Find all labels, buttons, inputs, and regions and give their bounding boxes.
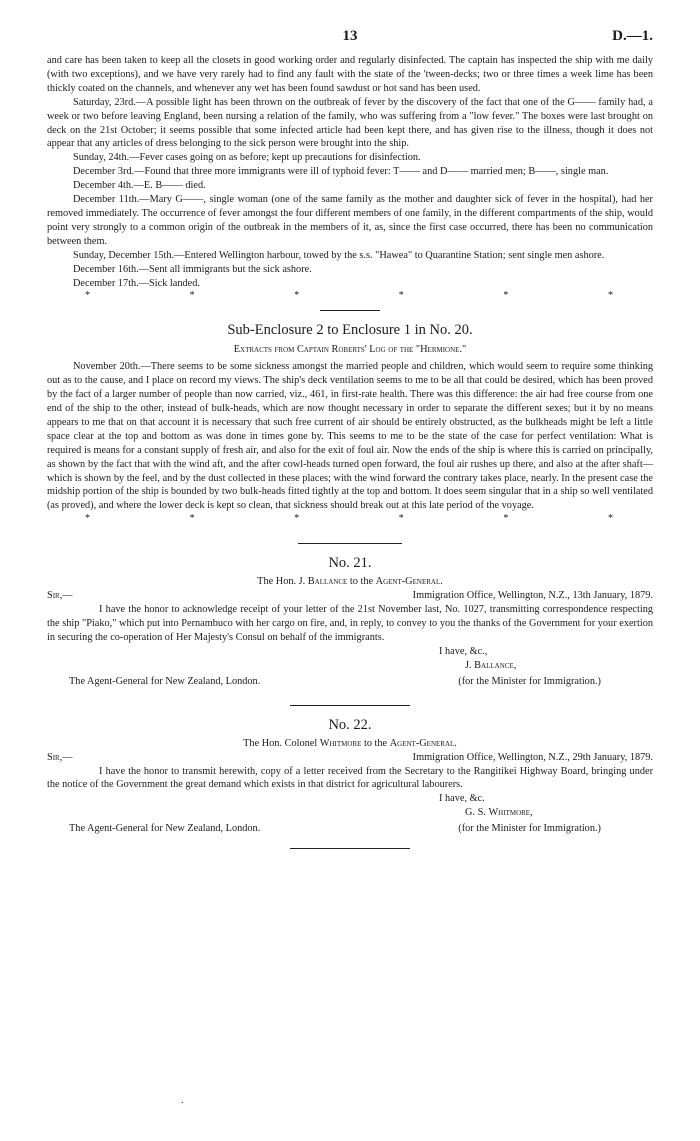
letter-number: No. 21. — [328, 555, 372, 572]
recipient-line — [47, 822, 653, 836]
letter-body: I have the honor to acknowledge receipt of your letter of the 21st November last, No. 1027, transmitting correspondence respecting the ship "Piako," which put into Pernambuco with her cargo on fire, and, in reply, to convey to you the thanks of the Government for your exertion in securing the co-operation of Her Majesty's Consul on behalf of the immigrants. — [47, 604, 653, 643]
footer-mark: . — [181, 1095, 184, 1106]
document-reference: D.—1. — [612, 28, 653, 44]
letter-title: The Hon. J. Ballance to the Agent-General. — [257, 576, 443, 588]
diary-paragraph: December 16th.—Sent all immigrants but the sick ashore. — [73, 263, 312, 275]
asterisk: * — [85, 513, 90, 525]
letter-number: No. 22. — [328, 716, 372, 733]
recipient: The Agent-General for New Zealand, London. — [69, 675, 261, 687]
asterisk-separator — [47, 290, 653, 302]
letter-no-22 — [47, 716, 653, 836]
document-page — [47, 30, 653, 859]
asterisk: * — [503, 513, 509, 525]
diary-paragraph: December 11th.—Mary G——, single woman (one of the same family as the mother and daughter sick of fever in the hospital), had her removed immediately. The occurrence of fever amongst the four different members of one family, in the different compartments of the ship, would point very strongly to a common origin of the outbreak in the members of it, as, since the first case occurred, there has been no communication between them. — [47, 194, 653, 247]
signature: G. S. Whitmore, — [465, 807, 533, 819]
letter-body: I have the honor to transmit herewith, copy of a letter received from the Secretary to the Rangitikei Highway Board, bringing under the notice of the Government the great demand which exists in that district for agricultural labourers. — [47, 765, 653, 791]
diary-paragraph: Sunday, 24th.—Fever cases going on as before; kept up precautions for disinfection. — [73, 152, 421, 164]
diary-paragraph: Sunday, December 15th.—Entered Wellington harbour, towed by the s.s. "Hawea" to Quarantine Station; sent single men ashore. — [73, 249, 605, 261]
letter-address: Immigration Office, Wellington, N.Z., 29th January, 1879. — [412, 751, 653, 763]
salutation-line — [47, 589, 653, 603]
asterisk: * — [607, 290, 613, 302]
diary-paragraph: Saturday, 23rd.—A possible light has been thrown on the outbreak of fever by the discovery of the fact that one of the G—— family had, a week or two before leaving England, been nursing a relation of the family, who was suffering from a "low fever." The boxes were last brought on deck on the 21st October; it seems possible that some infected article had been kept there, and has given rise to the illness, though it does not appear that any articles of dress belonging to the sick person were brought into the ship. — [47, 96, 653, 150]
asterisk: * — [503, 290, 509, 302]
asterisk-separator — [47, 513, 653, 525]
signature: J. Ballance, — [465, 659, 517, 671]
diary-section — [47, 54, 653, 302]
page-number: 13 — [342, 28, 358, 44]
section-divider — [290, 705, 410, 706]
asterisk: * — [607, 513, 613, 525]
section-divider — [298, 543, 402, 544]
diary-paragraph: December 4th.—E. B—— died. — [73, 180, 206, 192]
section-divider — [290, 848, 410, 849]
diary-paragraph: and care has been taken to keep all the closets in good working order and regularly disinfected. The captain has inspected the ship with me daily (with two exceptions), and we have very rarely had to find any fault with the state of the 'tween-decks; two or three times a week lime has been thickly coated on the channels, and whenever any wet has been found sawdust or hot sand has been used. — [47, 55, 653, 94]
asterisk: * — [398, 513, 404, 525]
asterisk: * — [294, 290, 300, 302]
asterisk: * — [189, 290, 195, 302]
signatory-capacity: (for the Minister for Immigration.) — [458, 823, 601, 835]
asterisk: * — [294, 513, 300, 525]
asterisk: * — [85, 290, 90, 302]
letter-closing: I have, &c. — [439, 793, 485, 805]
extracts-heading: Extracts from Captain Roberts' Log of the "Hermione." — [233, 344, 467, 356]
recipient-line — [47, 675, 653, 689]
page-header — [47, 30, 653, 54]
section-divider — [320, 310, 380, 311]
diary-paragraph: December 3rd.—Found that three more immigrants were ill of typhoid fever: T—— and D—— married men; B——, single man. — [73, 166, 609, 178]
salutation: Sir,— — [47, 590, 73, 602]
letter-closing: I have, &c., — [439, 645, 488, 657]
letter-title: The Hon. Colonel Whitmore to the Agent-General. — [243, 737, 457, 749]
recipient: The Agent-General for New Zealand, London. — [69, 823, 261, 835]
diary-paragraph: December 17th.—Sick landed. — [73, 277, 200, 289]
signatory-capacity: (for the Minister for Immigration.) — [458, 675, 601, 687]
log-entry: November 20th.—There seems to be some sickness amongst the married people and children, which would seem to require some thinking out as to the cause, and I place on record my views. The ship's deck ventilation seems to me to be all that could be desired, which has been proved by the fact of a larger number of people than now carried, viz., 461, in first-rate health. There was this difference: the air had free course from one end of the ship to the other, instead of bulk-heads, which are now thought necessary in order to separate the different sexes; but it by no means appears to me that on that account it is necessary that such free current of air should be entirely obstructed, as the bulkheads might be left a little space clear at the top and bottom as was done in times gone by. This seems to me to be the state of the case for perfect ventilation: What is required is means for a constant supply of fresh air, and also for the exit of foul air. Now the ends of the ship is where this is carried on principally, as shown by the fact that with the wind aft, and the after cowl-heads turned open forward, the foul air rushes up there, and also at the after shaft—which is shown by the feel, and by the dust collected in these places; with the wind forward the contrary takes place, nearly. In the present case the midship portion of the ship is bounded by two bulk-heads fitted tightly at the top and bottom. It does seem singular that in a ship so well ventilated (as proved), and where the lower deck is kept so clean, that sickness should break out at this late period of the voyage. — [47, 361, 653, 512]
salutation: Sir,— — [47, 751, 73, 763]
sub-enclosure-section — [47, 321, 653, 525]
asterisk: * — [398, 290, 404, 302]
salutation-line — [47, 751, 653, 765]
letter-no-21 — [47, 554, 653, 688]
letter-address: Immigration Office, Wellington, N.Z., 13th January, 1879. — [412, 590, 653, 602]
sub-enclosure-heading: Sub-Enclosure 2 to Enclosure 1 in No. 20. — [227, 322, 473, 339]
asterisk: * — [189, 513, 195, 525]
